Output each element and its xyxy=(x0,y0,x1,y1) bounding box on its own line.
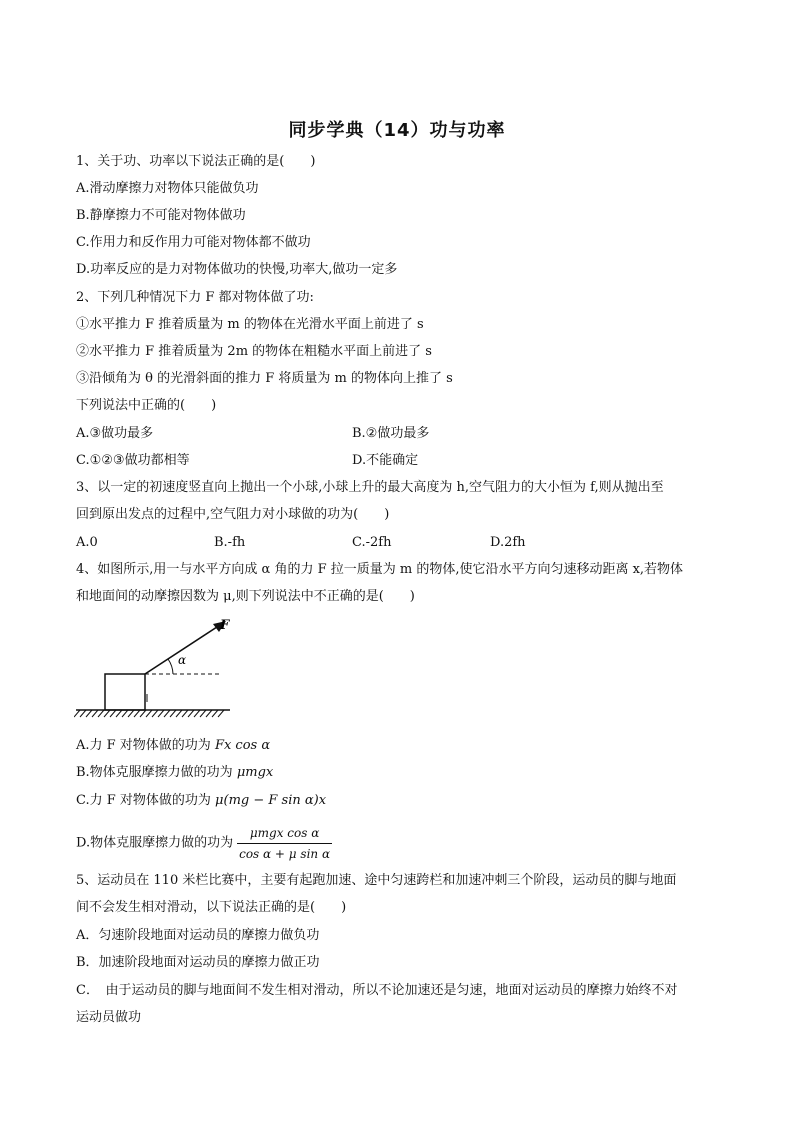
q4-option-a-text: A.力 F 对物体做的功为 xyxy=(76,738,215,753)
q1-option-d: D.功率反应的是力对物体做功的快慢,功率大,做功一定多 xyxy=(76,262,398,277)
q3-stem-line2: 回到原出发点的过程中,空气阻力对小球做的功为( ) xyxy=(76,507,390,522)
q4-option-b-text: B.物体克服摩擦力做的功为 xyxy=(76,765,237,780)
q1-stem: 1、关于功、功率以下说法正确的是( ) xyxy=(76,154,316,169)
q2-stem: 2、下列几种情况下力 F 都对物体做了功: xyxy=(76,290,314,305)
angle-label: α xyxy=(178,653,187,667)
q4-option-a-formula: Fx cos α xyxy=(214,738,271,753)
q1-option-c: C.作用力和反作用力可能对物体都不做功 xyxy=(76,235,311,250)
q4-stem-line1: 4、如图所示,用一与水平方向成 α 角的力 F 拉一质量为 m 的物体,使它沿水平方向匀速移动距离 x,若物体 xyxy=(76,562,684,577)
q5-option-c-line2: 运动员做功 xyxy=(76,1010,142,1025)
page-title: 同步学典（14）功与功率 xyxy=(288,120,506,141)
q2-option-d: D.不能确定 xyxy=(352,453,419,468)
q4-stem-line2: 和地面间的动摩擦因数为 μ,则下列说法中不正确的是( ) xyxy=(76,589,415,604)
q1-option-b: B.静摩擦力不可能对物体做功 xyxy=(76,208,246,223)
q2-ask: 下列说法中正确的( ) xyxy=(76,398,217,413)
ground-hatching xyxy=(74,710,224,717)
q4-option-d-denominator: cos α + μ sin α xyxy=(239,847,331,861)
q4-option-d-numerator: μmgx cos α xyxy=(237,824,332,844)
q4-option-b-formula: μmgx xyxy=(236,765,274,780)
q3-option-c: C.-2fh xyxy=(352,535,392,550)
q5-option-a: A．匀速阶段地面对运动员的摩擦力做负功 xyxy=(76,928,320,943)
q2-situation-2: ②水平推力 F 推着质量为 2m 的物体在粗糙水平面上前进了 s xyxy=(76,344,432,359)
q4-force-diagram xyxy=(74,612,236,720)
q4-option-a xyxy=(76,738,270,754)
q5-stem-line2: 间不会发生相对滑动，以下说法正确的是( ) xyxy=(76,900,347,915)
q4-option-c-text: C.力 F 对物体做的功为 xyxy=(76,793,216,808)
q3-option-d: D.2fh xyxy=(490,535,526,550)
q4-option-c xyxy=(76,793,326,809)
q4-option-d xyxy=(76,824,332,863)
q2-option-b: B.②做功最多 xyxy=(352,426,430,441)
angle-arc xyxy=(168,659,173,674)
q2-situation-1: ①水平推力 F 推着质量为 m 的物体在光滑水平面上前进了 s xyxy=(76,317,424,332)
q1-option-a: A.滑动摩擦力对物体只能做负功 xyxy=(76,181,259,196)
q5-stem-line1: 5、运动员在 110 米栏比赛中，主要有起跑加速、途中匀速跨栏和加速冲刺三个阶段，运动员的脚与地面 xyxy=(76,873,677,888)
q2-option-c: C.①②③做功都相等 xyxy=(76,453,190,468)
q5-option-b: B．加速阶段地面对运动员的摩擦力做正功 xyxy=(76,955,320,970)
block xyxy=(105,674,145,710)
force-label: F xyxy=(220,618,230,633)
q3-option-b: B.-fh xyxy=(214,535,246,550)
q4-option-b xyxy=(76,765,273,781)
q4-option-d-fraction xyxy=(237,824,332,863)
q4-option-d-text: D.物体克服摩擦力做的功为 xyxy=(76,835,234,851)
q2-option-a: A.③做功最多 xyxy=(76,426,154,441)
q4-option-c-formula: μ(mg − F sin α)x xyxy=(215,793,327,808)
q3-option-a: A.0 xyxy=(76,535,98,550)
q2-situation-3: ③沿倾角为 θ 的光滑斜面的推力 F 将质量为 m 的物体向上推了 s xyxy=(76,371,453,386)
q3-stem-line1: 3、以一定的初速度竖直向上抛出一个小球,小球上升的最大高度为 h,空气阻力的大小恒为 f,则从抛出至 xyxy=(76,480,664,495)
q5-option-c-line1: C． 由于运动员的脚与地面间不发生相对滑动，所以不论加速还是匀速，地面对运动员的摩擦力始终不对 xyxy=(76,983,678,998)
